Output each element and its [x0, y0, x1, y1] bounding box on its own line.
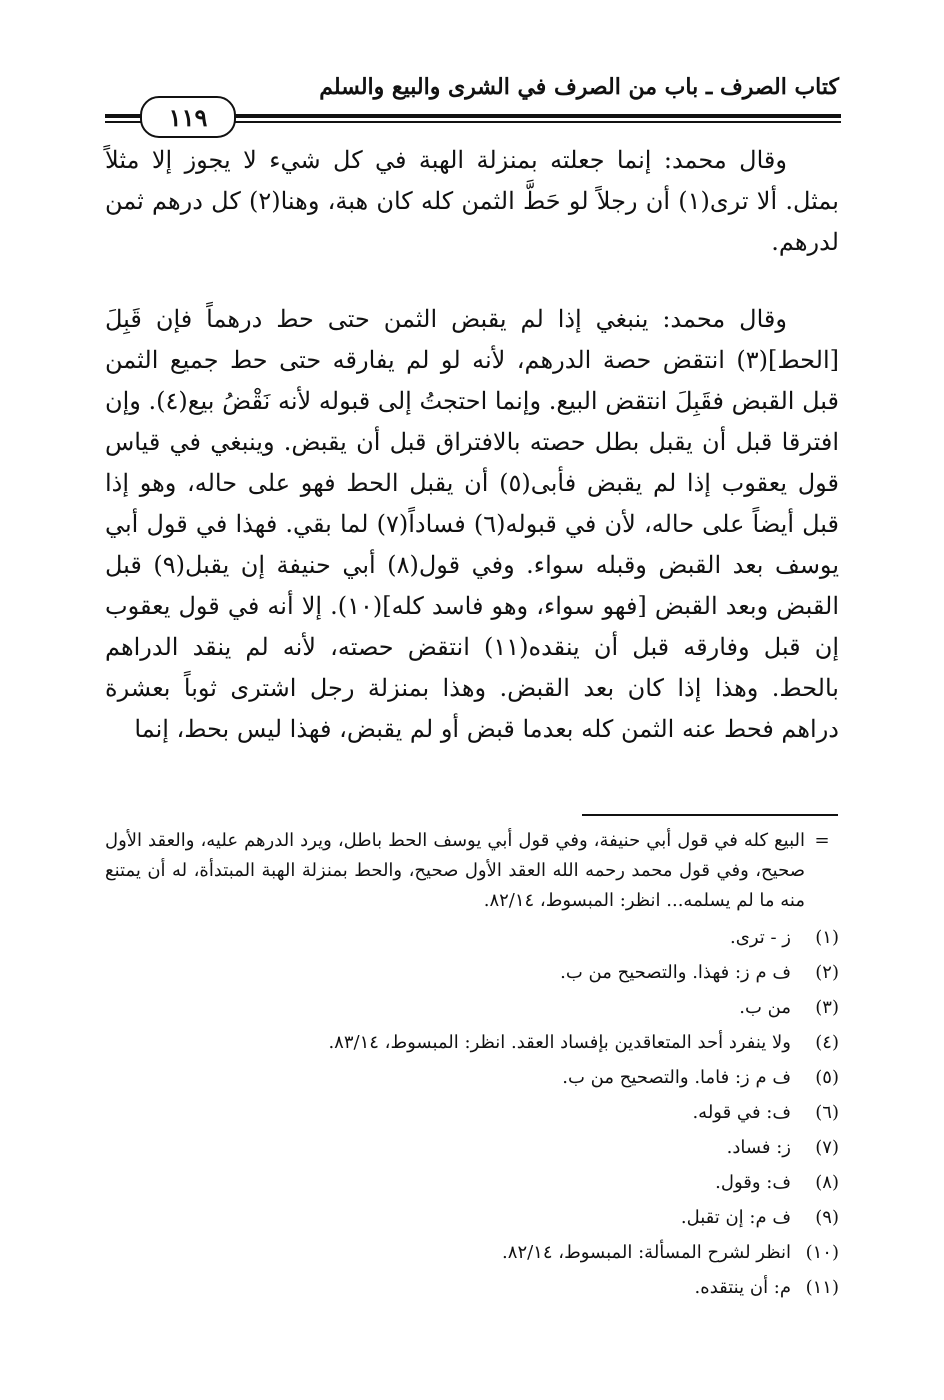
footnote-number: (٤) — [815, 1032, 839, 1053]
footnote-continuation — [105, 826, 839, 916]
footnote-number: (١١) — [805, 1277, 839, 1298]
footnote-item — [105, 1025, 839, 1060]
footnote-item — [105, 1235, 839, 1270]
footnote-item — [105, 955, 839, 990]
footnote-item — [105, 990, 839, 1025]
footnotes — [105, 826, 839, 1305]
footnote-text: انظر لشرح المسألة: المبسوط، ٨٢/١٤. — [502, 1242, 791, 1263]
continuation-text: البيع كله في قول أبي حنيفة، وفي قول أبي يوسف الحط باطل، ويرد الدرهم عليه، والعقد الأول صحيح، وفي قول محمد رحمه الله العقد الأول صحيح، والحط بمنزلة الهبة المبتدأة، له أن يمتنع منه ما لم يسلمه... انظر: المبسوط، ٨٢/١٤. — [105, 830, 805, 911]
page-number: ١١٩ — [140, 96, 236, 138]
footnote-number: (٥) — [815, 1067, 839, 1088]
footnote-text: من ب. — [739, 997, 791, 1018]
footnote-item — [105, 1270, 839, 1305]
footnote-text: م: أن ينتقده. — [694, 1277, 791, 1298]
footnote-separator — [582, 814, 838, 816]
main-text — [105, 140, 839, 750]
footnote-item — [105, 1200, 839, 1235]
running-head: كتاب الصرف ـ باب من الصرف في الشرى والبيع والسلم — [319, 74, 839, 100]
footnote-text: ف م ز: فهذا. والتصحيح من ب. — [560, 962, 791, 983]
footnote-item — [105, 920, 839, 955]
footnote-text: ولا ينفرد أحد المتعاقدين بإفساد العقد. انظر: المبسوط، ٨٣/١٤. — [328, 1032, 791, 1053]
continuation-mark: = — [814, 830, 830, 851]
footnote-number: (٨) — [815, 1172, 839, 1193]
footnote-number: (٧) — [815, 1137, 839, 1158]
footnote-text: ف م ز: فاما. والتصحيح من ب. — [562, 1067, 791, 1088]
footnote-number: (٦) — [815, 1102, 839, 1123]
footnote-item — [105, 1060, 839, 1095]
footnote-item — [105, 1165, 839, 1200]
paragraph-1: وقال محمد: إنما جعلته بمنزلة الهبة في كل شيء لا يجوز إلا مثلاً بمثل. ألا ترى(١) أن رجلاً لو حَطَّ الثمن كله كان هبة، وهنا(٢) كل درهم ثمن لدرهم. — [105, 146, 839, 256]
footnote-number: (٣) — [815, 997, 839, 1018]
footnote-number: (١٠) — [805, 1242, 839, 1263]
footnote-text: ز - ترى. — [730, 927, 791, 948]
footnote-text: ف م: إن تقبل. — [680, 1207, 791, 1228]
footnote-text: ف: في قوله. — [692, 1102, 791, 1123]
paragraph-2: وقال محمد: ينبغي إذا لم يقبض الثمن حتى حط درهماً فإن قَبِلَ [الحط](٣) انتقض حصة الدرهم، لأنه لو لم يفارقه حتى حط جميع الثمن قبل القبض فقَبِلَ انتقض البيع. وإنما احتجتُ إلى قبوله لأنه نَقْضُ بيع(٤). وإن افترقا قبل أن يقبل بطل حصته بالافتراق قبل أن يقبض. وينبغي في قياس قول يعقوب إذا لم يقبض فأبى(٥) أن يقبل الحط فهو على حاله، وهو إذا قبل أيضاً على حاله، لأن في قبوله(٦) فساداً(٧) لما بقي. فهذا في قول أبي يوسف بعد القبض وقبله سواء. وفي قول(٨) أبي حنيفة إن يقبل(٩) قبل القبض وبعد القبض [فهو سواء، وهو فاسد كله](١٠). إلا أنه في قول يعقوب إن قبل وفارقه قبل أن ينقده(١١) انتقض حصته، لأنه لم ينقد الدراهم بالحط. وهذا إذا كان بعد القبض. وهذا بمنزلة رجل اشترى ثوباً بعشرة دراهم فحط عنه الثمن كله بعدما قبض أو لم يقبض، فهذا ليس بحط، إنما — [105, 305, 840, 743]
footnote-text: ف: وقول. — [715, 1172, 791, 1193]
footnote-number: (٩) — [815, 1207, 839, 1228]
footnote-text: ز: فساد. — [726, 1137, 791, 1158]
footnote-number: (٢) — [815, 962, 839, 983]
footnote-number: (١) — [815, 927, 839, 948]
footnote-item — [105, 1130, 839, 1165]
footnote-item — [105, 1095, 839, 1130]
